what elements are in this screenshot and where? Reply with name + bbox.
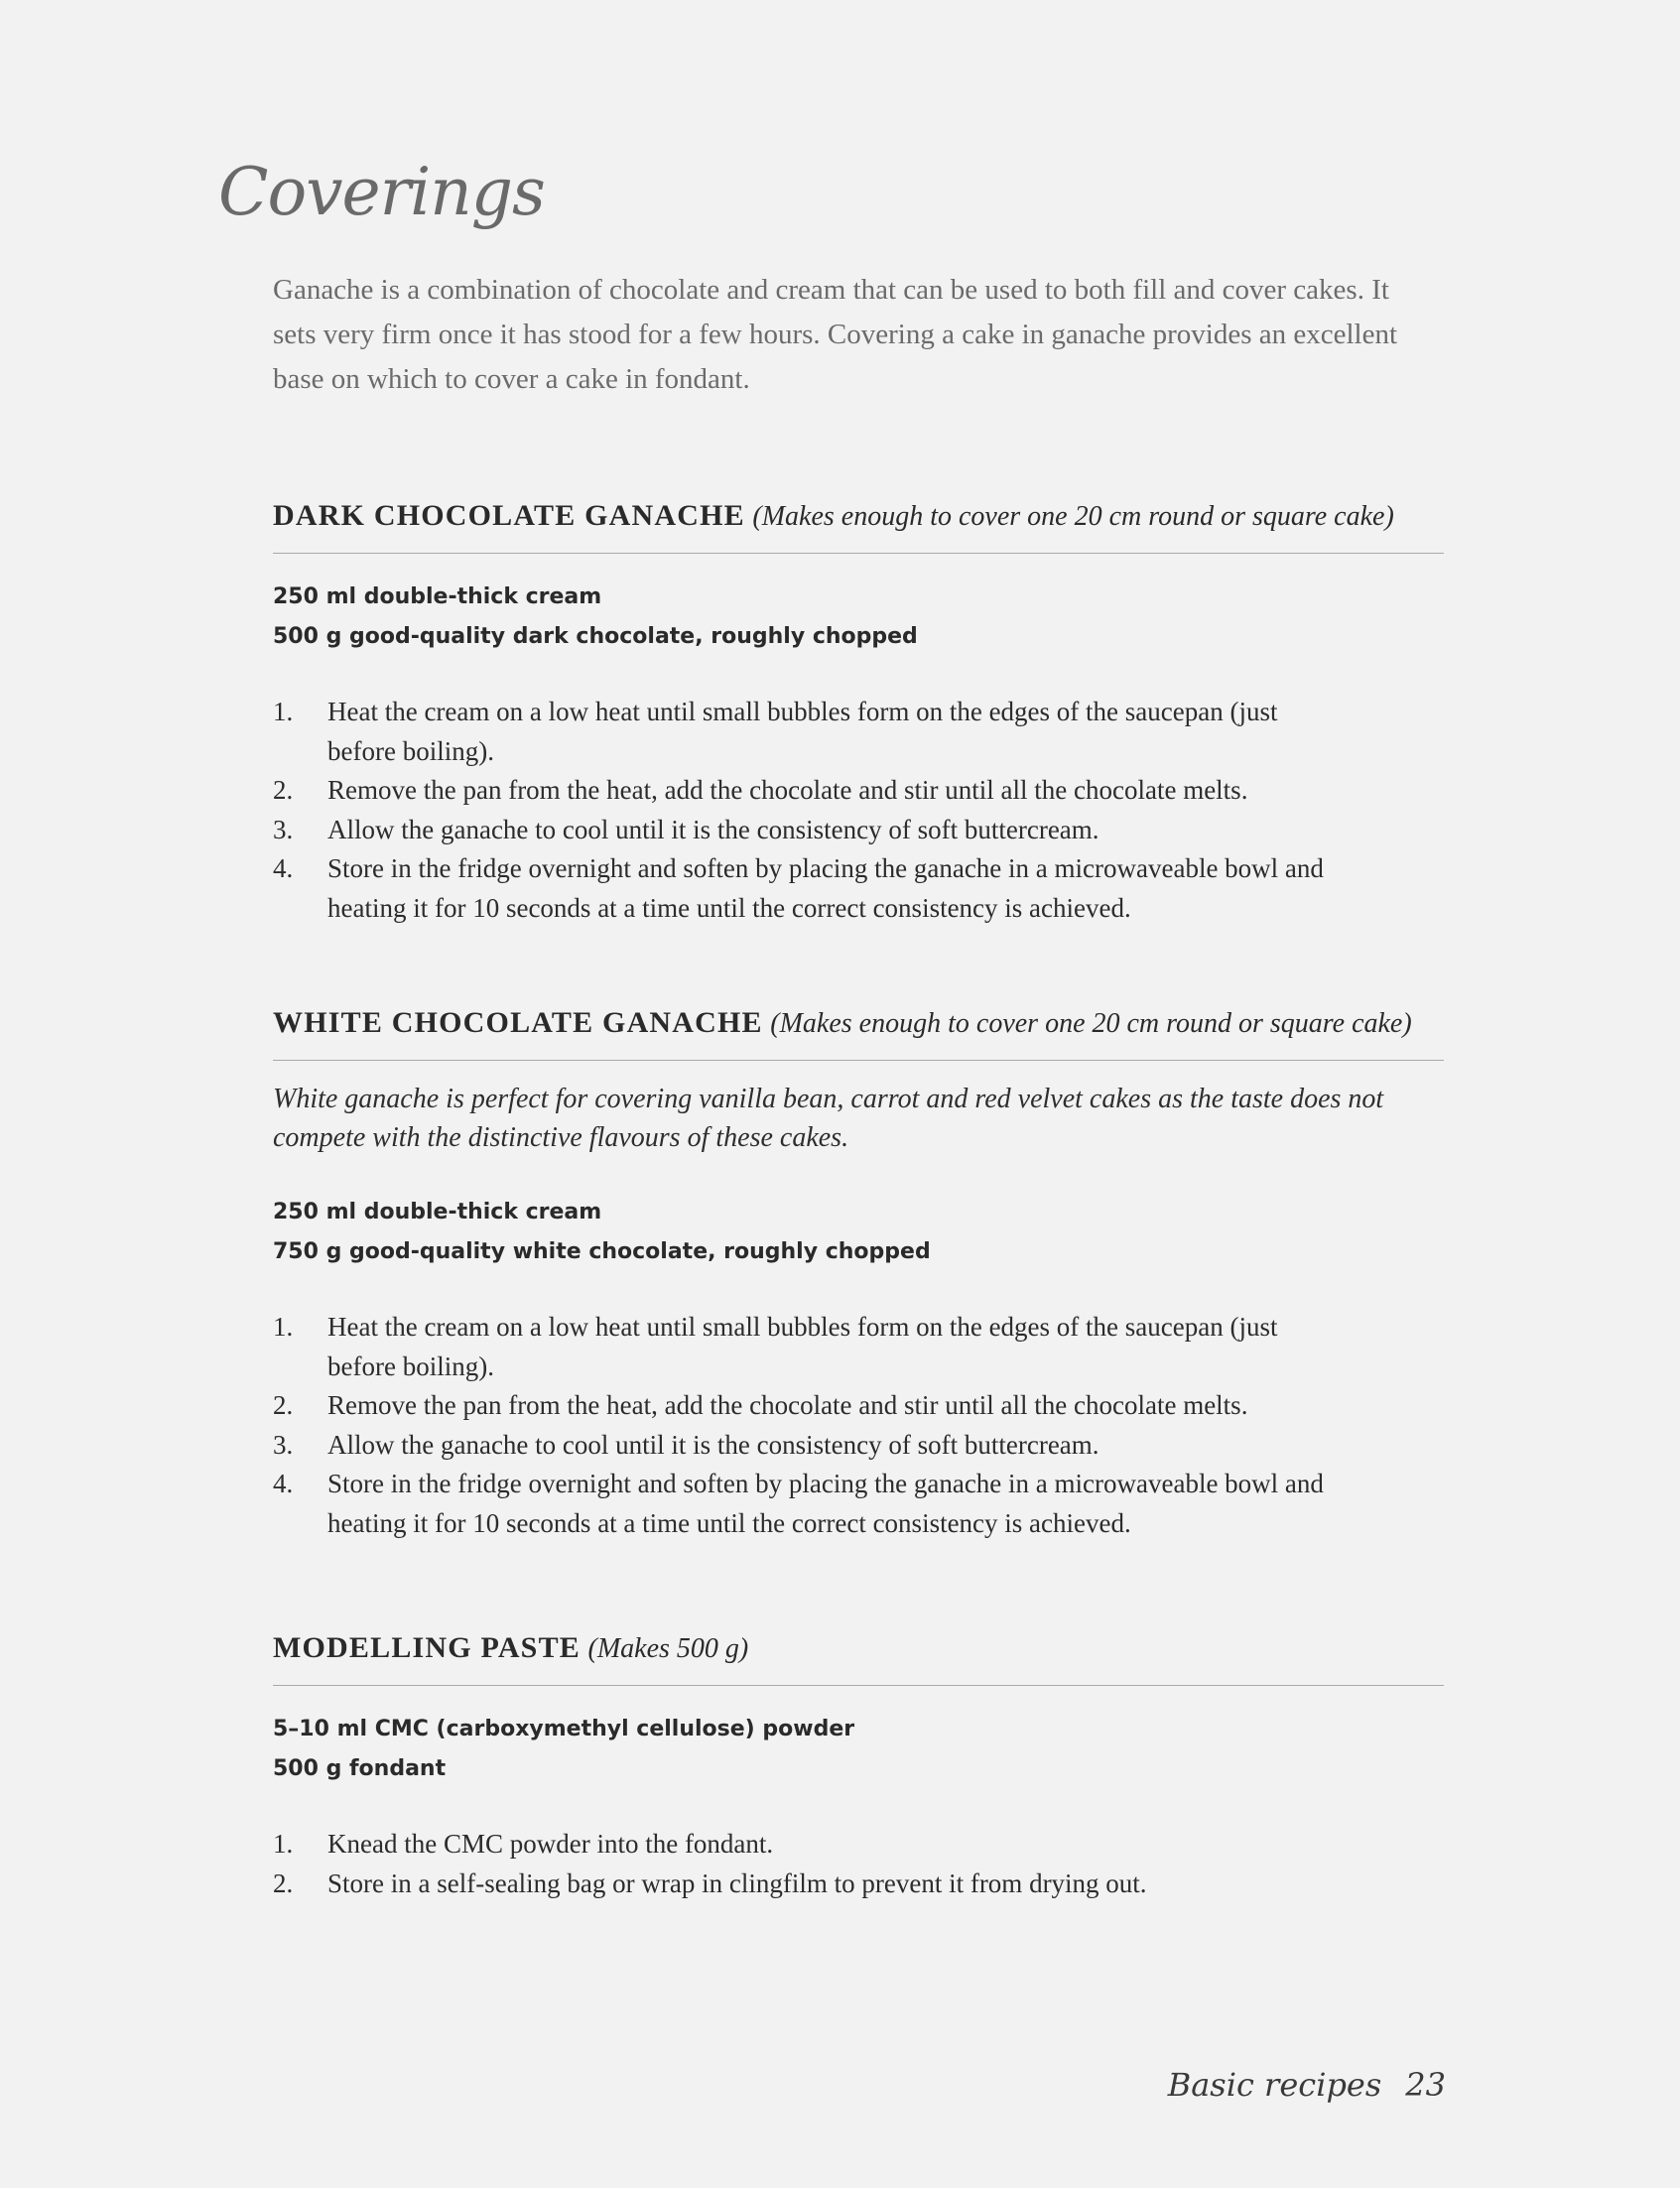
step-text: Store in the fridge overnight and soften by placing the ganache in a microwaveable bowl and heating it for 10 seconds at a time until the correct consistency is achieved.	[327, 853, 1324, 923]
step-text: Remove the pan from the heat, add the chocolate and stir until all the chocolate melts.	[327, 1390, 1248, 1420]
step-number: 1.	[273, 1312, 294, 1342]
step-item	[273, 693, 1444, 771]
step-text: Remove the pan from the heat, add the chocolate and stir until all the chocolate melts.	[327, 775, 1248, 805]
step-item	[273, 1386, 1444, 1426]
step-number: 3.	[273, 1429, 294, 1460]
recipe-heading	[273, 496, 1444, 554]
step-text: Store in a self-sealing bag or wrap in clingfilm to prevent it from drying out.	[327, 1867, 1147, 1898]
step-text: Allow the ganache to cool until it is the consistency of soft buttercream.	[327, 814, 1099, 844]
step-number: 1.	[273, 697, 294, 726]
step-number: 1.	[273, 1829, 294, 1859]
step-item	[273, 1825, 1444, 1865]
ingredient-list	[273, 1710, 1444, 1789]
step-text: Heat the cream on a low heat until small bubbles form on the edges of the saucepan (just before boiling).	[327, 697, 1278, 766]
ingredient-item: 500 g good-quality dark chocolate, roughly chopped	[273, 624, 918, 649]
page-footer	[1168, 2066, 1446, 2104]
ingredient-item: 5–10 ml CMC (carboxymethyl cellulose) powder	[273, 1717, 855, 1741]
page-number: 23	[1405, 2066, 1446, 2104]
step-item	[273, 1426, 1444, 1466]
step-number: 2.	[273, 1390, 294, 1420]
step-number: 2.	[273, 775, 294, 805]
recipe-yield: (Makes enough to cover one 20 cm round or square cake)	[770, 1008, 1412, 1039]
step-number: 2.	[273, 1867, 294, 1898]
page-title: Coverings	[218, 154, 545, 230]
step-text: Allow the ganache to cool until it is the consistency of soft buttercream.	[327, 1429, 1099, 1460]
method-steps	[273, 1308, 1444, 1543]
step-number: 4.	[273, 853, 294, 883]
recipe-title: WHITE CHOCOLATE GANACHE	[273, 1006, 763, 1039]
ingredient-item: 500 g fondant	[273, 1756, 447, 1781]
method-steps	[273, 1825, 1444, 1903]
step-number: 3.	[273, 814, 294, 844]
step-item	[273, 1865, 1444, 1904]
step-item	[273, 771, 1444, 811]
intro-paragraph: Ganache is a combination of chocolate and cream that can be used to both fill and cover cakes. It sets very firm once it has stood for a few hours. Covering a cake in ganache provides an excellent base on which to cover a cake in fondant.	[273, 274, 1398, 395]
ingredient-item: 750 g good-quality white chocolate, roughly chopped	[273, 1239, 931, 1264]
step-text: Store in the fridge overnight and soften by placing the ganache in a microwaveable bowl and heating it for 10 seconds at a time until the correct consistency is achieved.	[327, 1469, 1324, 1538]
step-item	[273, 1308, 1444, 1386]
step-text: Heat the cream on a low heat until small bubbles form on the edges of the saucepan (just before boiling).	[327, 1312, 1278, 1381]
footer-section-label: Basic recipes	[1167, 2066, 1382, 2104]
recipe-dark-chocolate-ganache	[273, 496, 1444, 928]
recipe-yield: (Makes 500 g)	[587, 1633, 749, 1664]
step-text: Knead the CMC powder into the fondant.	[327, 1829, 774, 1859]
recipe-title: DARK CHOCOLATE GANACHE	[273, 499, 745, 532]
method-steps	[273, 693, 1444, 928]
step-item	[273, 811, 1444, 850]
ingredient-list	[273, 578, 1444, 657]
recipe-heading	[273, 1628, 1444, 1686]
recipe-white-chocolate-ganache	[273, 1003, 1444, 1543]
ingredient-item: 250 ml double-thick cream	[273, 584, 602, 609]
step-item	[273, 1465, 1444, 1543]
recipe-note: White ganache is perfect for covering vanilla bean, carrot and red velvet cakes as the taste does not compete with the distinctive flavours of these cakes.	[273, 1084, 1384, 1153]
recipe-yield: (Makes enough to cover one 20 cm round or square cake)	[752, 501, 1394, 532]
ingredient-item: 250 ml double-thick cream	[273, 1200, 602, 1224]
step-number: 4.	[273, 1469, 294, 1498]
recipe-title: MODELLING PASTE	[273, 1631, 581, 1664]
step-item	[273, 849, 1444, 928]
recipe-modelling-paste	[273, 1628, 1444, 1903]
ingredient-list	[273, 1193, 1444, 1272]
recipe-heading	[273, 1003, 1444, 1061]
